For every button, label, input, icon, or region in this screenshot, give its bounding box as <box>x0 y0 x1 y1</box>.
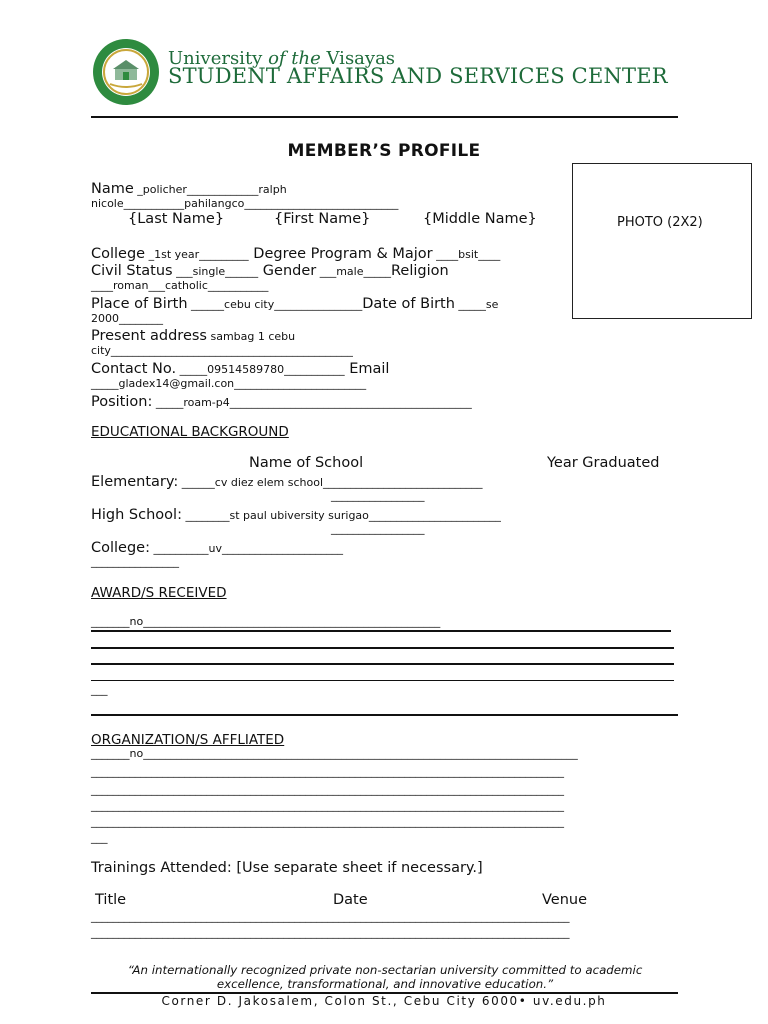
date-of-birth-label: Date of Birth <box>362 296 455 312</box>
center-name: STUDENT AFFAIRS AND SERVICES CENTER <box>168 64 668 88</box>
photo-label: PHOTO (2X2) <box>617 215 703 230</box>
position-value: _____roam-p4____________________________________________ <box>152 396 472 409</box>
year-column-header: Year Graduated <box>547 455 660 471</box>
awards-heading: AWARD/S RECEIVED <box>91 585 227 601</box>
elementary-label: Elementary: <box>91 474 179 490</box>
religion-label: Religion <box>391 263 449 279</box>
elementary-value: ______cv diez elem school_____________________________ <box>178 476 483 489</box>
civil-status-label: Civil Status <box>91 263 173 279</box>
college-value: _1st year_________ <box>145 248 249 261</box>
organizations-heading: ORGANIZATION/S AFFLIATED <box>91 732 285 748</box>
civil-status-row <box>91 260 449 279</box>
education-heading: EDUCATIONAL BACKGROUND <box>91 424 289 440</box>
trainings-label: Trainings Attended: [Use separate sheet if necessary.] <box>91 860 483 876</box>
college-label: College <box>91 246 146 262</box>
college-school-row <box>91 537 343 556</box>
training-line-1: _______________________________________________________________________________________ <box>91 910 570 923</box>
civil-status-value: ___single______ <box>172 265 259 278</box>
header-divider <box>91 116 678 118</box>
place-of-birth-label: Place of Birth <box>91 296 188 312</box>
high-school-value: ________st paul ubiversity surigao________________________ <box>181 509 501 522</box>
contact-value: _____09514589780___________ <box>176 363 345 376</box>
training-title-header: Title <box>95 892 127 908</box>
name-value: _policher_____________ralph <box>133 183 287 196</box>
awards-line-tail: ___ <box>91 683 108 696</box>
school-column-header: Name of School <box>249 455 364 471</box>
training-line-2: _______________________________________________________________________________________ <box>91 926 570 939</box>
footer-quote: “An internationally recognized private non-sectarian university committed to academic excellence, transformational, and innovative education.” <box>127 963 643 991</box>
elementary-year-line: _________________ <box>331 489 425 502</box>
organizations-value: _______no_______________________________________________________________________________ <box>91 747 578 760</box>
photo-box <box>572 163 752 319</box>
university-name: University of the Visayas <box>168 48 396 69</box>
training-venue-header: Venue <box>542 892 588 908</box>
university-seal-icon <box>92 38 160 106</box>
high-school-row <box>91 504 501 523</box>
organizations-line-4: ______________________________________________________________________________________ <box>91 799 564 812</box>
gender-label: Gender <box>258 263 317 279</box>
address-value-continued: city____________________________________________ <box>91 344 353 357</box>
birth-row <box>91 293 498 312</box>
footer-address: Corner D. Jakosalem, Colon St., Cebu City 6000• uv.edu.ph <box>161 994 607 1008</box>
awards-line-3 <box>91 663 674 665</box>
gender-value: ___male_____ <box>316 265 391 278</box>
contact-label: Contact No. <box>91 361 177 377</box>
college-school-continued: ________________ <box>91 555 179 568</box>
name-row <box>91 178 287 197</box>
position-row <box>91 391 472 410</box>
address-row <box>91 325 295 344</box>
awards-line-4 <box>91 680 674 681</box>
position-label: Position: <box>91 394 153 410</box>
elementary-row <box>91 471 483 490</box>
college-school-value: __________uv______________________ <box>149 542 343 555</box>
high-school-label: High School: <box>91 507 182 523</box>
last-name-label: {Last Name} <box>128 211 225 227</box>
place-of-birth-value: ______cebu city________________ <box>187 298 363 311</box>
organizations-line-3: ______________________________________________________________________________________ <box>91 783 564 796</box>
birth-year-value: 2000________ <box>91 312 163 325</box>
contact-row <box>91 358 389 377</box>
training-date-header: Date <box>333 892 368 908</box>
religion-value: ____roman___catholic___________ <box>91 279 269 292</box>
awards-value: _______no______________________________________________________ <box>91 615 441 628</box>
email-label: Email <box>344 361 390 377</box>
organizations-line-5: ______________________________________________________________________________________ <box>91 815 564 828</box>
degree-label: Degree Program & Major <box>248 246 433 262</box>
date-of-birth-value: _____se <box>454 298 499 311</box>
organizations-line-tail: ___ <box>91 831 108 844</box>
email-value: _____gladex14@gmail.con________________________ <box>91 377 367 390</box>
form-title: MEMBER’S PROFILE <box>287 141 481 161</box>
high-school-year-line: _________________ <box>331 522 425 535</box>
degree-value: ____bsit____ <box>432 248 501 261</box>
awards-divider <box>91 714 678 716</box>
address-label: Present address <box>91 328 207 344</box>
college-school-label: College: <box>91 540 150 556</box>
awards-line-2 <box>91 647 674 649</box>
middle-name-label: {Middle Name} <box>423 211 537 227</box>
address-value: sambag 1 cebu <box>206 330 296 343</box>
name-value-continued: nicole___________pahilangco____________________________ <box>91 197 399 210</box>
organizations-line-2: ______________________________________________________________________________________ <box>91 765 564 778</box>
name-label: Name <box>91 181 134 197</box>
first-name-label: {First Name} <box>274 211 371 227</box>
awards-line-1 <box>91 630 671 632</box>
